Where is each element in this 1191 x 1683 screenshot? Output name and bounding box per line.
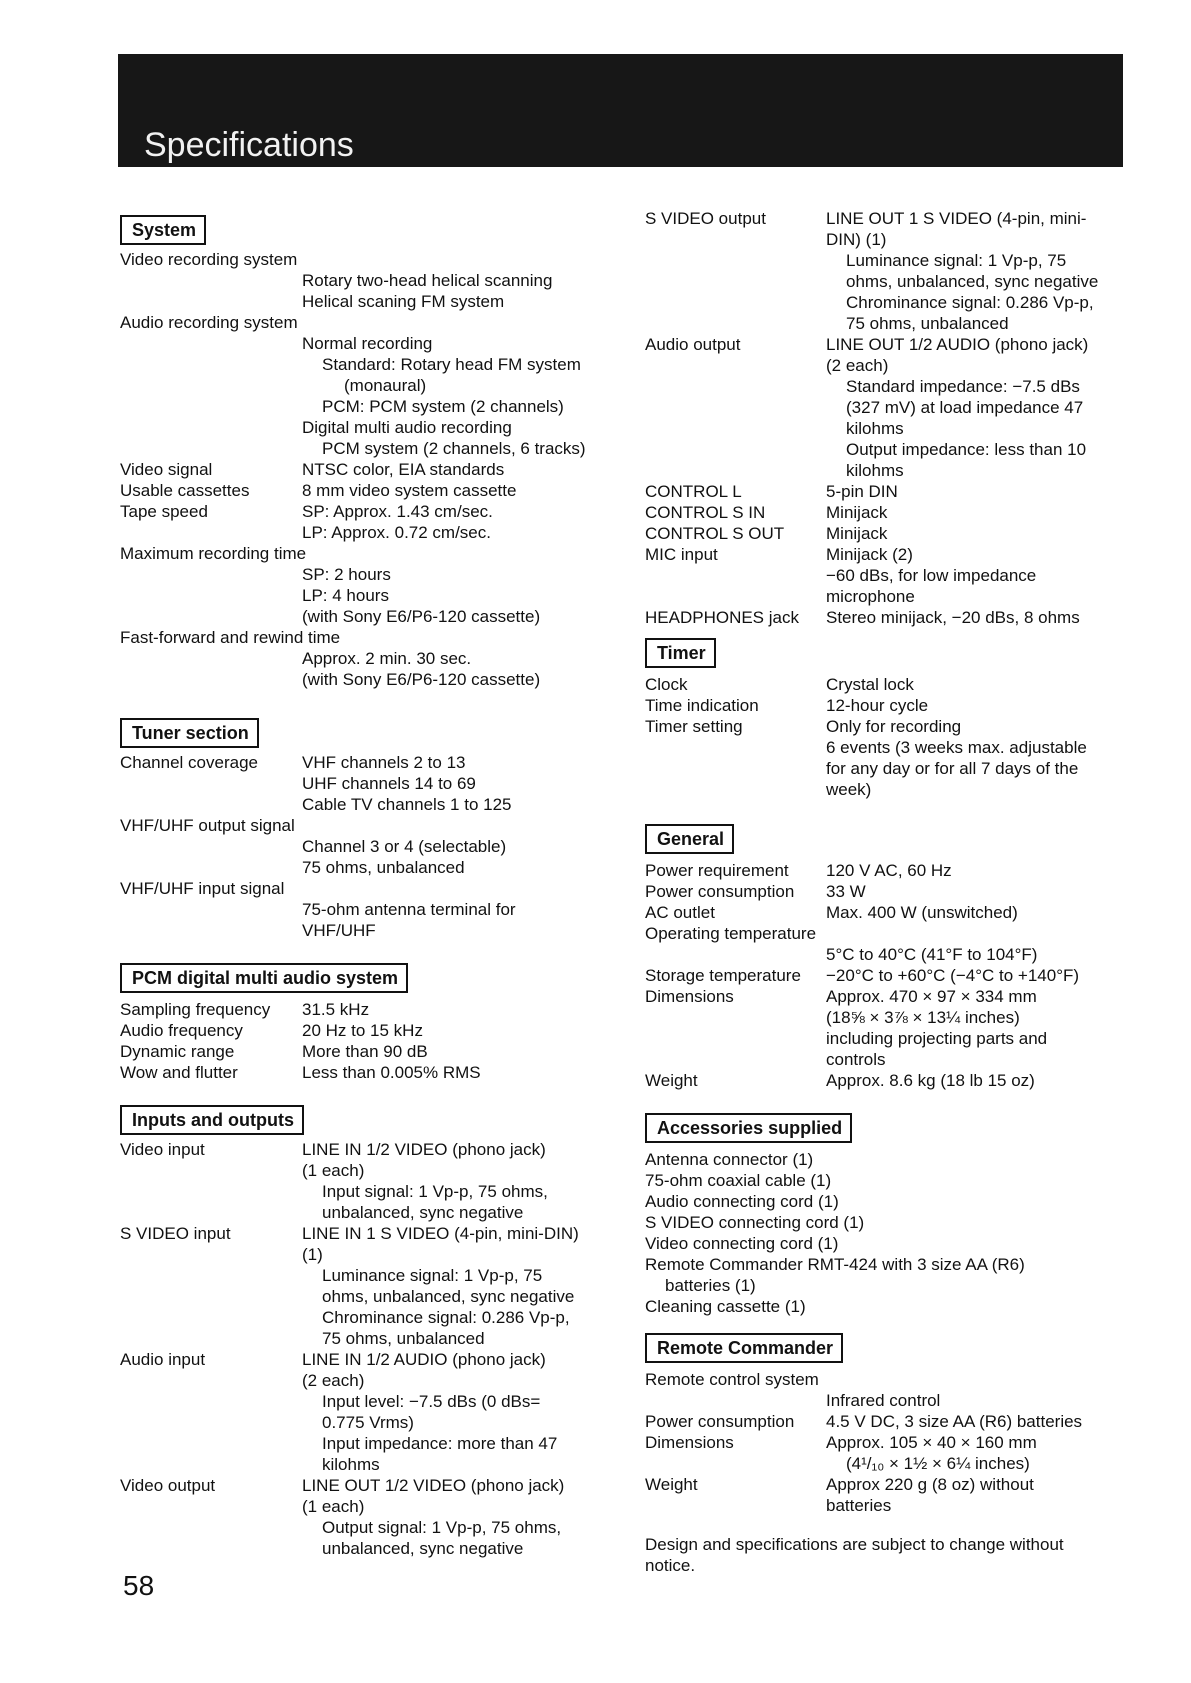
spec-row: [645, 1411, 1125, 1432]
spec-label: Dimensions: [645, 1433, 734, 1452]
spec-value: 5°C to 40°C (41°F to 104°F): [826, 945, 1038, 964]
spec-row: [120, 480, 640, 501]
spec-label: S VIDEO output: [645, 209, 766, 228]
accessories-list: [645, 1149, 1125, 1317]
spec-row: [645, 544, 1125, 607]
spec-row: [645, 716, 1125, 800]
spec-value: LINE OUT 1/2 VIDEO (phono jack): [302, 1476, 565, 1495]
spec-values: [302, 1139, 548, 1223]
spec-label: VHF/UHF input signal: [120, 879, 285, 898]
spec-row: [645, 860, 1125, 881]
spec-label: Power consumption: [645, 1412, 795, 1431]
spec-label: CONTROL S IN: [645, 503, 766, 522]
spec-value: controls: [826, 1050, 886, 1069]
spec-label: AC outlet: [645, 903, 715, 922]
spec-value: ohms, unbalanced, sync negative: [322, 1287, 575, 1306]
spec-value: Minijack (2): [826, 545, 913, 564]
title-banner: [118, 54, 1123, 167]
section-heading-system: System: [120, 215, 206, 245]
spec-value: kilohms: [322, 1455, 380, 1474]
spec-value: Normal recording: [302, 334, 433, 353]
spec-value: for any day or for all 7 days of the: [826, 759, 1079, 778]
spec-label: Video input: [120, 1140, 205, 1159]
section-heading-pcm: PCM digital multi audio system: [120, 963, 408, 993]
spec-value: (1): [302, 1245, 323, 1264]
spec-label: Usable cassettes: [120, 481, 250, 500]
footnote: Design and specifications are subject to change without notice.: [645, 1535, 1064, 1575]
section-heading-tuner: Tuner section: [120, 718, 259, 748]
spec-row: [645, 674, 1125, 695]
spec-value: Approx. 8.6 kg (18 lb 15 oz): [826, 1071, 1035, 1090]
spec-row: [645, 1432, 1125, 1474]
spec-value: Approx. 470 × 97 × 334 mm: [826, 987, 1037, 1006]
spec-value: Stereo minijack, −20 dBs, 8 ohms: [826, 608, 1080, 627]
spec-row: [120, 1223, 640, 1349]
spec-row: [645, 334, 1125, 481]
spec-label: Tape speed: [120, 502, 208, 521]
spec-value: Output impedance: less than 10: [846, 440, 1087, 459]
spec-value: 5-pin DIN: [826, 482, 898, 501]
spec-label: Weight: [645, 1071, 698, 1090]
spec-values: [120, 270, 640, 312]
spec-label: Dynamic range: [120, 1042, 235, 1061]
spec-label: Timer setting: [645, 717, 743, 736]
spec-values: [302, 1475, 564, 1559]
spec-value: (327 mV) at load impedance 47: [846, 398, 1084, 417]
spec-value: PCM system (2 channels, 6 tracks): [322, 439, 586, 458]
spec-row: [645, 523, 1125, 544]
left-column: [120, 215, 640, 1559]
spec-values: [120, 333, 640, 459]
spec-value: Approx 220 g (8 oz) without: [826, 1475, 1034, 1494]
spec-value: DIN) (1): [826, 230, 887, 249]
spec-value: kilohms: [846, 419, 904, 438]
spec-row: [645, 695, 1125, 716]
spec-value: Minijack: [826, 503, 888, 522]
spec-row: [645, 881, 1125, 902]
spec-value: Standard impedance: −7.5 dBs: [846, 377, 1080, 396]
spec-value: 0.775 Vrms): [322, 1413, 414, 1432]
page-number: 58: [123, 1570, 155, 1601]
spec-value: LINE IN 1/2 VIDEO (phono jack): [302, 1140, 546, 1159]
list-item: Antenna connector (1): [645, 1150, 814, 1169]
spec-value: Input signal: 1 Vp-p, 75 ohms,: [322, 1182, 548, 1201]
right-column: [645, 208, 1125, 1576]
spec-label: Video signal: [120, 460, 213, 479]
spec-values: [826, 1432, 1037, 1474]
spec-value: 6 events (3 weeks max. adjustable: [826, 738, 1087, 757]
spec-label: Audio recording system: [120, 313, 298, 332]
spec-value: LINE IN 1 S VIDEO (4-pin, mini-DIN): [302, 1224, 579, 1243]
spec-label: CONTROL S OUT: [645, 524, 785, 543]
spec-value: Channel 3 or 4 (selectable): [302, 837, 507, 856]
spec-values: [302, 501, 493, 543]
spec-value: Digital multi audio recording: [302, 418, 512, 437]
spec-value: 75 ohms, unbalanced: [846, 314, 1009, 333]
spec-label: Fast-forward and rewind time: [120, 628, 341, 647]
spec-value: 120 V AC, 60 Hz: [826, 861, 952, 880]
spec-values: [826, 544, 1036, 607]
spec-label: Time indication: [645, 696, 759, 715]
spec-row: [645, 1070, 1125, 1091]
spec-label: CONTROL L: [645, 482, 742, 501]
spec-value: ohms, unbalanced, sync negative: [846, 272, 1099, 291]
spec-values: [826, 334, 1088, 481]
spec-label: S VIDEO input: [120, 1224, 231, 1243]
spec-row: [120, 1041, 640, 1062]
spec-label: Weight: [645, 1475, 698, 1494]
spec-label: Channel coverage: [120, 753, 258, 772]
spec-label: Operating temperature: [645, 924, 817, 943]
spec-value: LINE IN 1/2 AUDIO (phono jack): [302, 1350, 546, 1369]
spec-row: [120, 1475, 640, 1559]
spec-value: LINE OUT 1 S VIDEO (4-pin, mini-: [826, 209, 1087, 228]
spec-values: [120, 564, 640, 627]
spec-label: Remote control system: [645, 1370, 819, 1389]
spec-value: LP: Approx. 0.72 cm/sec.: [302, 523, 491, 542]
spec-label: Power requirement: [645, 861, 789, 880]
spec-label: Video output: [120, 1476, 216, 1495]
spec-label: Video recording system: [120, 250, 298, 269]
spec-value: Cable TV channels 1 to 125: [302, 795, 512, 814]
spec-value: 75-ohm antenna terminal for: [302, 900, 516, 919]
spec-value: Luminance signal: 1 Vp-p, 75: [846, 251, 1067, 270]
spec-value: (1 each): [302, 1161, 365, 1180]
spec-values: [826, 208, 1098, 334]
page-title: Specifications: [144, 126, 354, 164]
spec-value: VHF channels 2 to 13: [302, 753, 466, 772]
spec-row: [120, 1349, 640, 1475]
spec-value: Helical scaning FM system: [302, 292, 505, 311]
spec-values: [120, 899, 640, 941]
spec-values: [302, 1349, 557, 1475]
spec-value: (4¹/₁₀ × 1½ × 6¼ inches): [846, 1454, 1030, 1473]
spec-values: [826, 716, 1087, 800]
spec-value: Less than 0.005% RMS: [302, 1063, 481, 1082]
spec-value: Only for recording: [826, 717, 962, 736]
spec-label: Maximum recording time: [120, 544, 307, 563]
spec-value: (18⅝ × 3⅞ × 13¼ inches): [826, 1008, 1020, 1027]
spec-row: [645, 986, 1125, 1070]
spec-label: MIC input: [645, 545, 718, 564]
spec-value: Chrominance signal: 0.286 Vp-p,: [846, 293, 1094, 312]
spec-row: [645, 607, 1125, 628]
spec-value: LP: 4 hours: [302, 586, 389, 605]
spec-value: SP: 2 hours: [302, 565, 391, 584]
spec-row: [645, 502, 1125, 523]
spec-value: Standard: Rotary head FM system: [322, 355, 581, 374]
spec-label: VHF/UHF output signal: [120, 816, 295, 835]
spec-value: (monaural): [344, 376, 427, 395]
spec-row: [645, 1474, 1125, 1516]
spec-row: [645, 902, 1125, 923]
list-item: Video connecting cord (1): [645, 1234, 839, 1253]
section-heading-accessories: Accessories supplied: [645, 1113, 852, 1143]
spec-values: [120, 836, 640, 878]
spec-values: [826, 986, 1047, 1070]
spec-value: (2 each): [826, 356, 889, 375]
spec-row: [120, 752, 640, 815]
spec-value: 75 ohms, unbalanced: [322, 1329, 485, 1348]
spec-value: Max. 400 W (unswitched): [826, 903, 1018, 922]
spec-value: Rotary two-head helical scanning: [302, 271, 553, 290]
list-item: Audio connecting cord (1): [645, 1192, 839, 1211]
spec-value: week): [826, 780, 872, 799]
list-item: S VIDEO connecting cord (1): [645, 1213, 865, 1232]
list-item: Cleaning cassette (1): [645, 1297, 806, 1316]
spec-value: UHF channels 14 to 69: [302, 774, 476, 793]
spec-value: More than 90 dB: [302, 1042, 428, 1061]
spec-value: LINE OUT 1/2 AUDIO (phono jack): [826, 335, 1089, 354]
spec-values: [302, 1223, 579, 1349]
spec-label: Power consumption: [645, 882, 795, 901]
spec-row: [120, 501, 640, 543]
spec-value: Approx. 2 min. 30 sec.: [302, 649, 472, 668]
spec-row: [120, 1139, 640, 1223]
spec-value: including projecting parts and: [826, 1029, 1048, 1048]
spec-value: PCM: PCM system (2 channels): [322, 397, 564, 416]
spec-value: VHF/UHF: [302, 921, 376, 940]
section-heading-timer: Timer: [645, 638, 716, 668]
spec-value: 12-hour cycle: [826, 696, 929, 715]
section-heading-inputs-outputs: Inputs and outputs: [120, 1105, 304, 1135]
list-item: 75-ohm coaxial cable (1): [645, 1171, 832, 1190]
spec-label: Audio input: [120, 1350, 206, 1369]
spec-row: [120, 1062, 640, 1083]
spec-value: microphone: [826, 587, 915, 606]
spec-label: Storage temperature: [645, 966, 801, 985]
spec-row: [645, 965, 1125, 986]
spec-value: Output signal: 1 Vp-p, 75 ohms,: [322, 1518, 562, 1537]
spec-values: [120, 648, 640, 690]
list-item: Remote Commander RMT-424 with 3 size AA (R6): [645, 1255, 1025, 1274]
spec-values: [645, 944, 1125, 965]
spec-row: [120, 459, 640, 480]
spec-value: (with Sony E6/P6-120 cassette): [302, 670, 541, 689]
spec-value: (1 each): [302, 1497, 365, 1516]
spec-value: 8 mm video system cassette: [302, 481, 517, 500]
spec-label: HEADPHONES jack: [645, 608, 799, 627]
spec-value: Input level: −7.5 dBs (0 dBs=: [322, 1392, 541, 1411]
spec-label: Clock: [645, 675, 688, 694]
spec-value: 75 ohms, unbalanced: [302, 858, 465, 877]
spec-label: Sampling frequency: [120, 1000, 271, 1019]
spec-value: 31.5 kHz: [302, 1000, 370, 1019]
spec-row: [120, 999, 640, 1020]
spec-value: (with Sony E6/P6-120 cassette): [302, 607, 541, 626]
spec-value: 4.5 V DC, 3 size AA (R6) batteries: [826, 1412, 1083, 1431]
spec-row: [120, 1020, 640, 1041]
spec-value: Chrominance signal: 0.286 Vp-p,: [322, 1308, 570, 1327]
spec-value: Crystal lock: [826, 675, 914, 694]
spec-row: [645, 208, 1125, 334]
spec-label: Audio output: [645, 335, 741, 354]
spec-label: Wow and flutter: [120, 1063, 238, 1082]
spec-values: [826, 1474, 1034, 1516]
spec-value: batteries: [826, 1496, 892, 1515]
spec-values: [302, 752, 512, 815]
spec-values: [645, 1390, 1125, 1411]
spec-value: Luminance signal: 1 Vp-p, 75: [322, 1266, 543, 1285]
section-heading-remote: Remote Commander: [645, 1333, 843, 1363]
spec-value: unbalanced, sync negative: [322, 1203, 524, 1222]
spec-value: SP: Approx. 1.43 cm/sec.: [302, 502, 493, 521]
spec-value: Input impedance: more than 47: [322, 1434, 558, 1453]
spec-value: Infrared control: [826, 1391, 941, 1410]
spec-value: unbalanced, sync negative: [322, 1539, 524, 1558]
spec-value: 33 W: [826, 882, 866, 901]
spec-value: Approx. 105 × 40 × 160 mm: [826, 1433, 1037, 1452]
spec-value: NTSC color, EIA standards: [302, 460, 505, 479]
spec-label: Dimensions: [645, 987, 734, 1006]
spec-value: kilohms: [846, 461, 904, 480]
spec-value: 20 Hz to 15 kHz: [302, 1021, 423, 1040]
section-heading-general: General: [645, 824, 734, 854]
spec-value: −20°C to +60°C (−4°C to +140°F): [826, 966, 1080, 985]
spec-value: −60 dBs, for low impedance: [826, 566, 1037, 585]
spec-value: (2 each): [302, 1371, 365, 1390]
spec-value: Minijack: [826, 524, 888, 543]
spec-row: [645, 481, 1125, 502]
spec-label: Audio frequency: [120, 1021, 243, 1040]
list-item-continued: batteries (1): [665, 1276, 756, 1295]
